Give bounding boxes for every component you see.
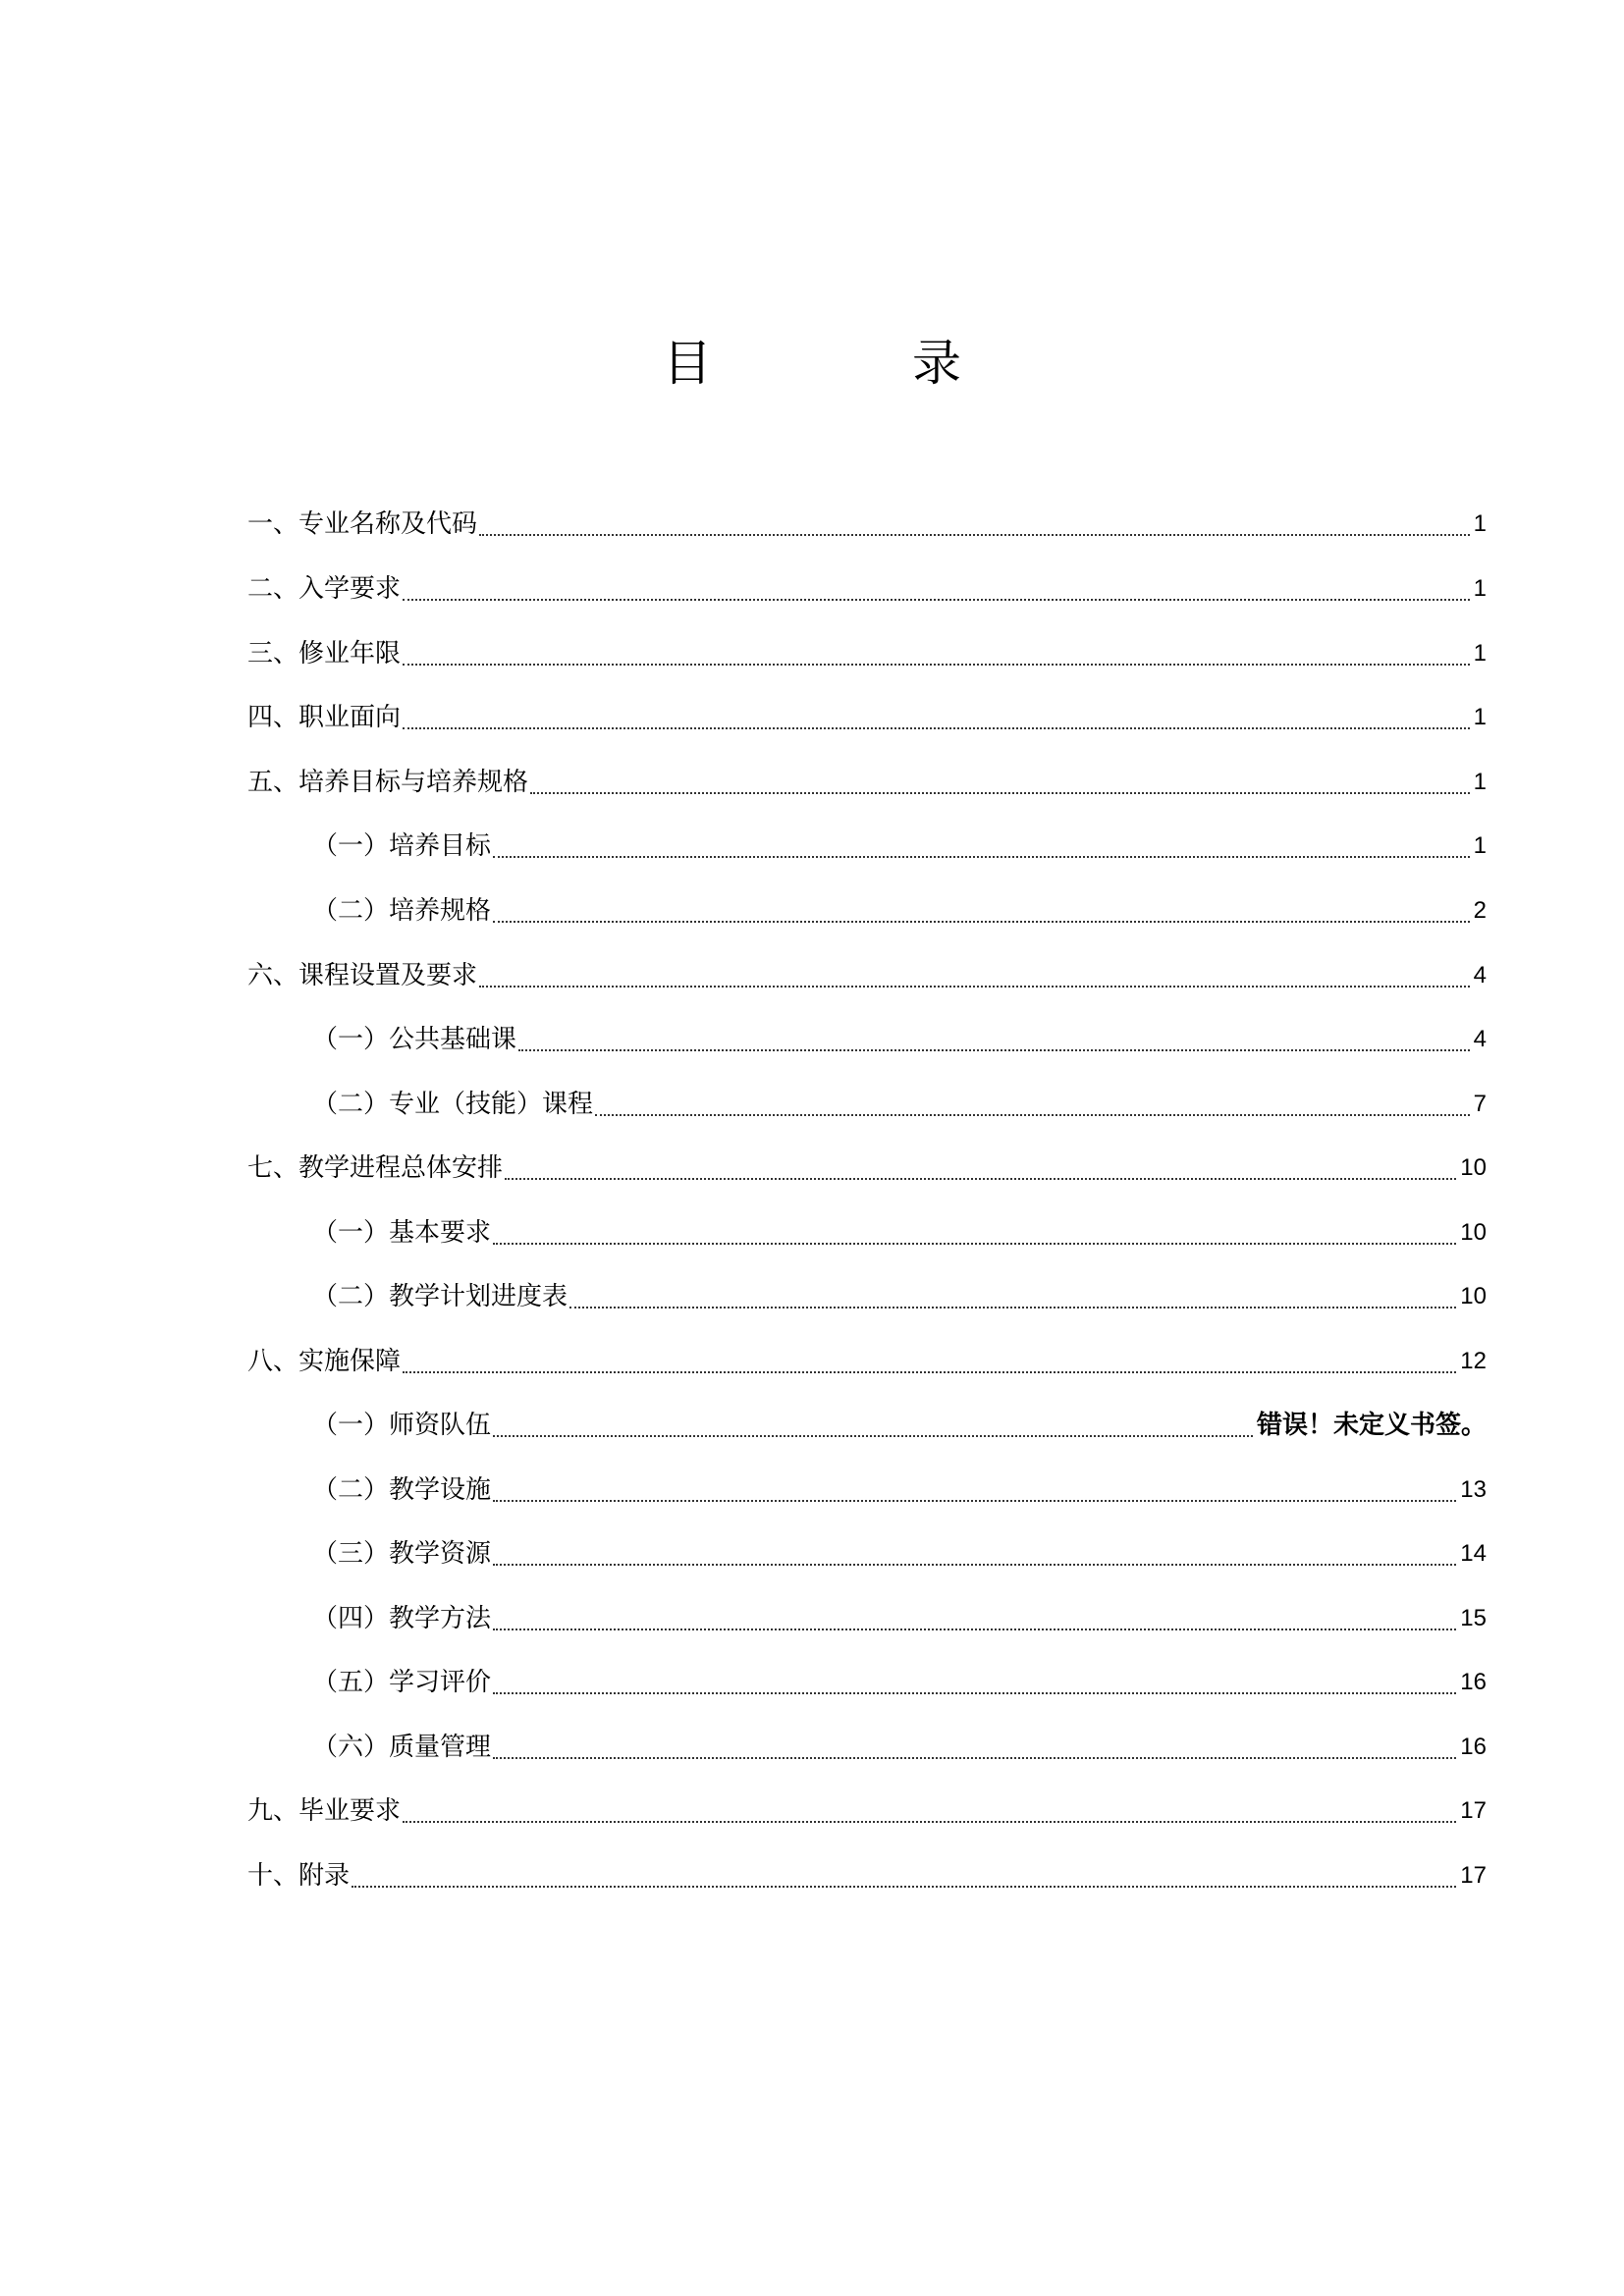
toc-entry-label: 四、职业面向 — [247, 703, 402, 732]
toc-page-number: 14 — [1460, 1540, 1487, 1567]
toc-page-error: 错误！未定义书签。 — [1256, 1411, 1487, 1440]
toc-entry[interactable] — [312, 825, 1487, 868]
toc-dot-leader — [479, 534, 1470, 536]
toc-page-number: 1 — [1473, 510, 1487, 537]
toc-dot-leader — [493, 1243, 1456, 1245]
toc-entry-label: （二）培养规格 — [312, 896, 492, 926]
toc-page-number: 1 — [1473, 704, 1487, 730]
toc-entry[interactable] — [247, 1147, 1487, 1190]
toc-dot-leader — [403, 1821, 1456, 1823]
toc-entry-label: 七、教学进程总体安排 — [247, 1153, 504, 1183]
toc-entry-label: （一）师资队伍 — [312, 1411, 492, 1440]
toc-entry-label: （二）教学计划进度表 — [312, 1282, 568, 1311]
toc-page-number: 16 — [1460, 1734, 1487, 1760]
toc-entry-label: 八、实施保障 — [247, 1347, 402, 1376]
toc-entry-label: （二）专业（技能）课程 — [312, 1090, 594, 1119]
toc-dot-leader — [493, 1757, 1456, 1759]
toc-dot-leader — [595, 1114, 1470, 1116]
toc-entry[interactable] — [247, 696, 1487, 739]
toc-page-number: 15 — [1460, 1605, 1487, 1631]
toc-dot-leader — [493, 1435, 1253, 1437]
toc-entry[interactable] — [312, 1275, 1487, 1318]
toc-dot-leader — [493, 1564, 1456, 1566]
toc-page-number: 4 — [1473, 962, 1487, 988]
toc-entry[interactable] — [247, 567, 1487, 611]
toc-page-number: 1 — [1473, 832, 1487, 859]
toc-dot-leader — [493, 1692, 1456, 1694]
toc-dot-leader — [479, 986, 1470, 988]
toc-dot-leader — [493, 1629, 1456, 1630]
toc-dot-leader — [530, 792, 1470, 794]
toc-entry-label: （二）教学设施 — [312, 1475, 492, 1505]
toc-entry[interactable] — [247, 761, 1487, 804]
toc-dot-leader — [493, 921, 1470, 923]
toc-entry[interactable] — [247, 1789, 1487, 1833]
toc-dot-leader — [403, 727, 1470, 729]
toc-page-number: 7 — [1473, 1091, 1487, 1117]
toc-entry[interactable] — [312, 1018, 1487, 1061]
toc-entry[interactable] — [247, 1340, 1487, 1383]
page-title: 目 录 — [663, 335, 1054, 392]
toc-page-number: 1 — [1473, 769, 1487, 795]
toc-page-number: 13 — [1460, 1476, 1487, 1503]
toc-entry-label: （四）教学方法 — [312, 1604, 492, 1633]
toc-dot-leader — [403, 1371, 1456, 1373]
toc-entry[interactable] — [312, 1532, 1487, 1575]
toc-dot-leader — [352, 1886, 1456, 1888]
toc-entry[interactable] — [312, 1726, 1487, 1769]
toc-page-number: 4 — [1473, 1026, 1487, 1052]
toc-entry-label: 十、附录 — [247, 1861, 351, 1891]
toc-page-number: 1 — [1473, 575, 1487, 602]
toc-entry-label: （三）教学资源 — [312, 1539, 492, 1569]
toc-page-number: 10 — [1460, 1154, 1487, 1181]
toc-entry[interactable] — [247, 503, 1487, 546]
toc-dot-leader — [505, 1178, 1456, 1180]
toc-entry-label: （一）培养目标 — [312, 831, 492, 861]
toc-entry[interactable] — [312, 1468, 1487, 1512]
toc-entry[interactable] — [312, 1083, 1487, 1126]
toc-dot-leader — [403, 599, 1470, 601]
toc-entry-label: 九、毕业要求 — [247, 1796, 402, 1826]
toc-page-number: 17 — [1460, 1862, 1487, 1889]
toc-entry[interactable] — [312, 1661, 1487, 1704]
toc-entry[interactable] — [247, 954, 1487, 997]
toc-entry-label: （一）基本要求 — [312, 1218, 492, 1248]
toc-dot-leader — [493, 856, 1470, 858]
toc-page-number: 2 — [1473, 897, 1487, 924]
toc-dot-leader — [569, 1307, 1456, 1308]
toc-page-number: 10 — [1460, 1219, 1487, 1246]
toc-entry[interactable] — [247, 632, 1487, 675]
toc-entry-label: 三、修业年限 — [247, 639, 402, 668]
toc-entry[interactable] — [312, 1211, 1487, 1255]
toc-page-number: 10 — [1460, 1283, 1487, 1309]
toc-page-number: 1 — [1473, 640, 1487, 667]
toc-page-number: 16 — [1460, 1669, 1487, 1695]
toc-page-number: 12 — [1460, 1348, 1487, 1374]
toc-entry-label: 一、专业名称及代码 — [247, 509, 478, 539]
toc-entry[interactable] — [312, 1597, 1487, 1640]
toc-entry-label: 六、课程设置及要求 — [247, 961, 478, 990]
toc-dot-leader — [518, 1049, 1470, 1051]
toc-dot-leader — [493, 1500, 1456, 1502]
toc-dot-leader — [403, 664, 1470, 666]
toc-entry-label: 二、入学要求 — [247, 574, 402, 604]
toc-entry-label: 五、培养目标与培养规格 — [247, 768, 529, 797]
toc-entry[interactable] — [312, 889, 1487, 933]
toc-entry[interactable] — [247, 1854, 1487, 1897]
toc-entry-label: （六）质量管理 — [312, 1733, 492, 1762]
toc-page-number: 17 — [1460, 1797, 1487, 1824]
toc-entry-label: （五）学习评价 — [312, 1668, 492, 1697]
toc-entry-label: （一）公共基础课 — [312, 1025, 517, 1054]
toc-entry[interactable] — [312, 1404, 1487, 1447]
